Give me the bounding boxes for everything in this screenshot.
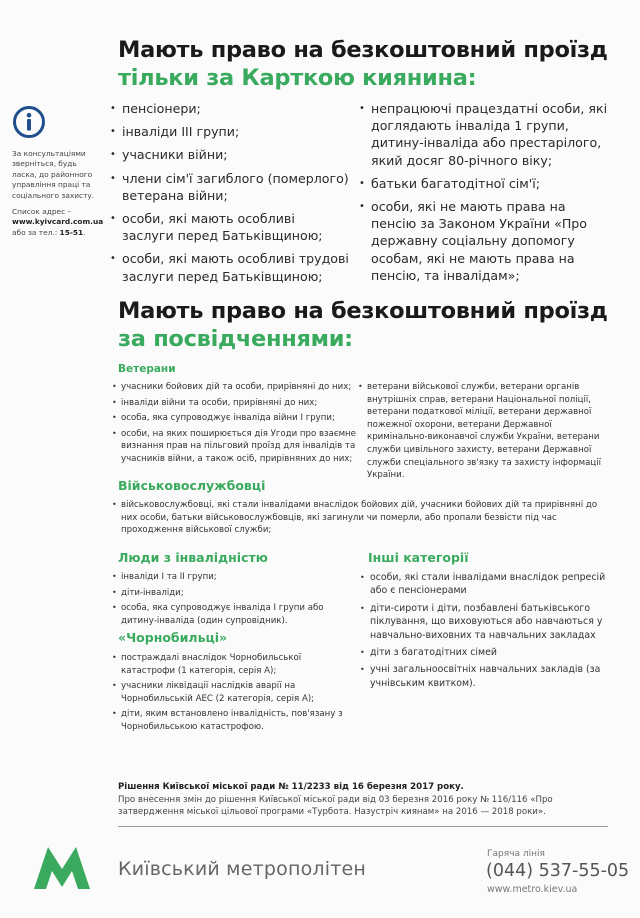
info-sidebar <box>12 105 104 244</box>
kyivcard-link[interactable]: www.kyivcard.com.ua <box>12 217 104 227</box>
card-list-left <box>110 100 350 291</box>
list-item: • особи, які мають особливі трудові заслуги перед Батьківщиною; <box>110 250 350 284</box>
metro-m-logo <box>34 847 90 889</box>
list-item: • діти-інваліди; <box>112 587 357 600</box>
list-item: • члени сім'ї загиблого (померлого) ветерана війни; <box>110 170 350 204</box>
military-heading: Військовослужбовці <box>118 478 266 493</box>
list-item: • особа, яка супроводжує інваліда війни I групи; <box>112 412 357 425</box>
list-item: • непрацюючі працездатні особи, які доглядають інваліда 1 групи, дитину-інваліда або престарілого, який досяг 80-річного віку; <box>359 100 609 169</box>
list-item: • діти, яким встановлено інвалідність, пов'язану з Чорнобильською катастрофою. <box>112 708 357 733</box>
list-item: • інваліди III групи; <box>110 123 350 140</box>
info-phone: 15-51 <box>59 227 84 237</box>
hotline-phone: (044) 537-55-05 <box>486 861 630 881</box>
chornobyl-list <box>112 652 357 737</box>
list-item: • особи, на яких поширюється дія Угоди про взаємне визнання прав на пільговий проїзд для інвалідів та учасників війни, а також осіб, прирівняних до них; <box>112 428 357 466</box>
section2-title: Мають право на безкоштовний проїзд <box>118 298 608 324</box>
other-list <box>360 571 610 694</box>
list-item: • пенсіонери; <box>110 100 350 117</box>
list-item: • ветерани військової служби, ветерани органів внутрішніх справ, ветерани Національної поліції, ветерани податкової міліції, ветерани державної пожежної охорони, ветерани Державної кримінально-виконавчої служби України, ветерани служби цивільного захисту, ветерани Державної служби спеціального зв'язку та захисту інформації України. <box>358 381 608 482</box>
metro-name: Київський метрополітен <box>118 858 366 880</box>
list-item: • батьки багатодітної сім'ї; <box>359 175 609 192</box>
decree-title: Рішення Київської міської ради № 11/2233 від 16 березня 2017 року. <box>118 782 464 792</box>
section2-subtitle: за посвідченнями: <box>118 326 353 352</box>
military-list <box>112 499 602 540</box>
info-icon <box>12 105 46 139</box>
consult-text: За консультаціями зверніться, будь ласка, до районного управління праці та соціального захисту. <box>12 149 95 200</box>
list-item: • інваліди війни та особи, прирівняні до них; <box>112 397 357 410</box>
hotline-label: Гаряча лінія <box>487 849 545 859</box>
list-item: • учасники бойових дій та особи, прирівняні до них; <box>112 381 357 394</box>
list-item: • особи, які мають особливі заслуги перед Батьківщиною; <box>110 210 350 244</box>
metro-website-link[interactable]: www.metro.kiev.ua <box>487 884 578 895</box>
phone-suffix: . <box>83 227 86 237</box>
section1-title: Мають право на безкоштовний проїзд <box>118 37 608 63</box>
list-item: • постраждалі внаслідок Чорнобильської катастрофи (1 категорія, серія А); <box>112 652 357 677</box>
other-heading: Інші категорії <box>368 550 469 565</box>
decree-block <box>118 781 608 819</box>
list-item: • інваліди I та II групи; <box>112 571 357 584</box>
list-item: • учасники війни; <box>110 146 350 163</box>
chornobyl-heading: «Чорнобильці» <box>118 630 228 645</box>
disabled-list <box>112 571 357 630</box>
list-item: • діти-сироти і діти, позбавлені батьківського піклування, що виховуються або навчаються у навчально-виховних та навчальних закладах <box>360 602 610 642</box>
phone-prefix: або за тел.: <box>12 227 58 237</box>
footer-divider <box>118 826 608 827</box>
section1-subtitle: тільки за Карткою киянина: <box>118 65 477 91</box>
veterans-heading: Ветерани <box>118 363 176 375</box>
list-item: • учасники ліквідації наслідків аварії на Чорнобильській АЕС (2 категорія, серія А); <box>112 680 357 705</box>
veterans-list-right <box>358 381 608 485</box>
list-item: • військовослужбовці, які стали інвалідами внаслідок бойових дій, учасники бойових дій та прирівняні до них особи, батьки військовослужбовців, які загинули чи померли, або пропали безвісти під час проходження військової служби; <box>112 499 602 537</box>
veterans-list-left <box>112 381 357 469</box>
disabled-heading: Люди з інвалідністю <box>118 550 268 565</box>
list-item: • учні загальноосвітніх навчальних закладів (за учнівським квитком). <box>360 663 610 690</box>
card-list-right <box>359 100 609 290</box>
decree-text: Про внесення змін до рішення Київської міської ради від 03 березня 2016 року № 116/116 «Про затвердження міської цільової програми «Турбота. Назустріч киянам» на 2016 — 2018 роки». <box>118 794 553 817</box>
list-item: • особи, які стали інвалідами внаслідок репресій або є пенсіонерами <box>360 571 610 598</box>
list-item: • особи, які не мають права на пенсію за Законом України «Про державну соціальну допомогу особам, які не мають права на пенсію, та інвалідам»; <box>359 198 609 284</box>
list-item: • діти з багатодітних сімей <box>360 646 610 659</box>
address-list-label: Список адрес – <box>12 207 72 217</box>
list-item: • особа, яка супроводжує інваліда I групи або дитину-інваліда (один супровідник). <box>112 602 357 627</box>
